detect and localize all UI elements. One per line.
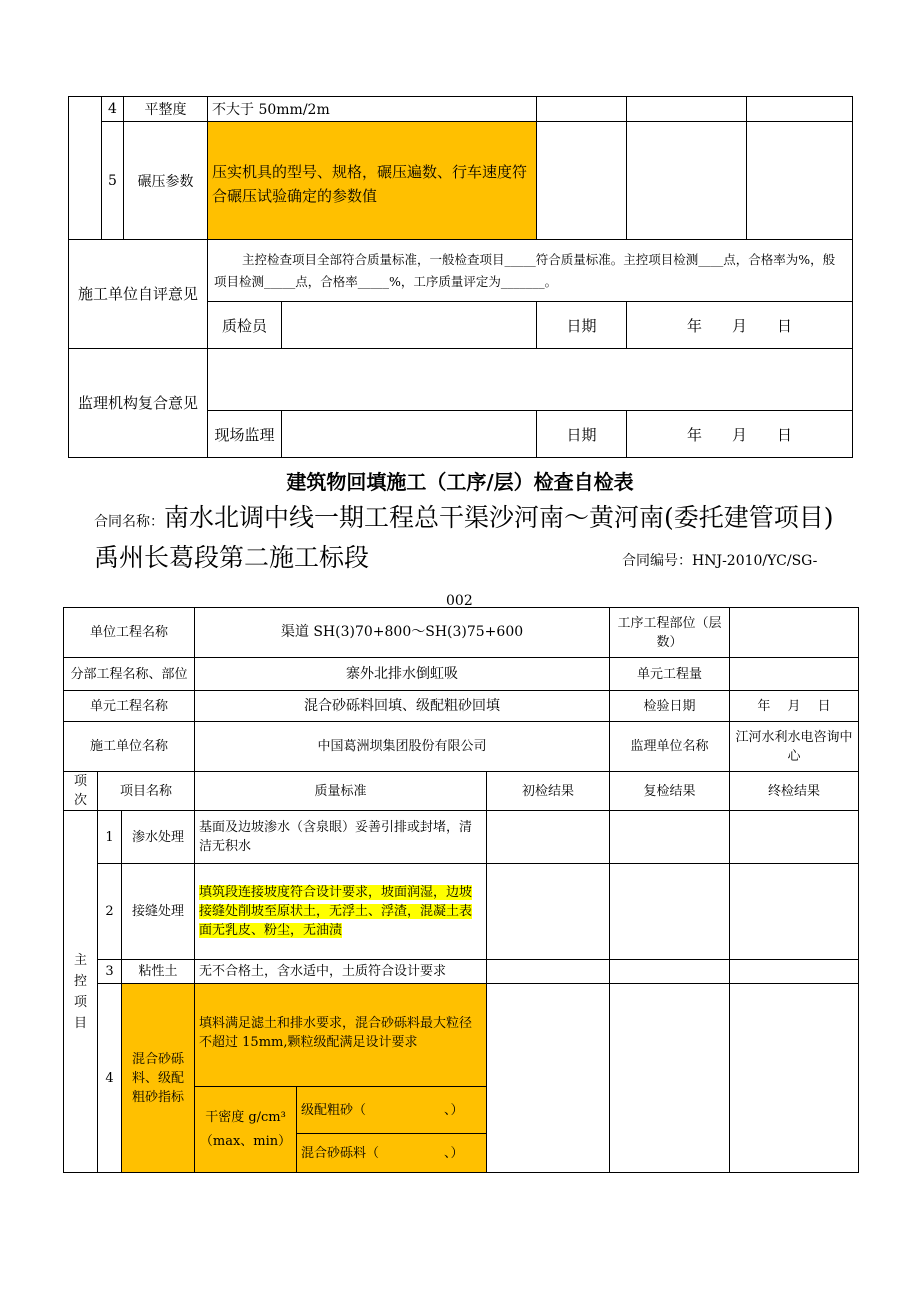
date-value: 年 月 日: [627, 302, 853, 349]
process-part-label: 工序工程部位（层数）: [610, 608, 730, 658]
contract-name-label: 合同名称：: [94, 514, 164, 530]
backfill-inspection-table: [63, 607, 859, 1173]
supervisor-opinion: [208, 349, 853, 411]
highlighted-standard: 填筑段连接坡度符合设计要求，坡面润湿，边坡接缝处削坡至原状土，无浮土、浮渣，混凝土表面无乳皮、粉尘，无油渍: [199, 885, 473, 938]
table-row: [64, 984, 859, 1087]
result-cell: [537, 122, 627, 240]
table-header-row: [64, 772, 859, 811]
result-cell: [730, 960, 859, 984]
site-supervisor-label: 现场监理: [208, 411, 282, 458]
branch-value: 寨外北排水倒虹吸: [195, 658, 610, 691]
date-value: 年 月 日: [627, 411, 853, 458]
col-header-initial: 初检结果: [487, 772, 610, 811]
main-items-label: 主控项目: [64, 811, 98, 1173]
result-cell: [627, 122, 747, 240]
contract-info: [94, 500, 834, 609]
group-cell: [69, 97, 102, 240]
quality-standard: 不大于 50mm/2m: [208, 97, 537, 122]
result-cell: [747, 122, 853, 240]
self-eval-text: 主控检查项目全部符合质量标准，一般检查项目_____符合质量标准。主控项目检测____点，合格率为%，般项目检测_____点，合格率_____%，工序质量评定为_______。: [208, 240, 853, 302]
table-row: [64, 691, 859, 722]
result-cell: [610, 960, 730, 984]
unit-qty-value: [730, 658, 859, 691]
result-cell: [730, 984, 859, 1173]
result-cell: [610, 984, 730, 1173]
result-cell: [730, 811, 859, 864]
item-name: 粘性土: [122, 960, 195, 984]
result-cell: [487, 960, 610, 984]
contract-name-value: 南水北调中线一期工程总干渠沙河南～黄河南(委托建管项目)禹州长葛段第二施工标段: [94, 503, 834, 572]
result-cell: [627, 97, 747, 122]
table-row: [64, 960, 859, 984]
check-date-label: 检验日期: [610, 691, 730, 722]
item-standard: 基面及边坡渗水（含泉眼）妥善引排或封堵，清洁无积水: [195, 811, 487, 864]
element-label: 单元工程名称: [64, 691, 195, 722]
item-name: 接缝处理: [122, 864, 195, 960]
result-cell: [487, 984, 610, 1173]
self-eval-label: 施工单位自评意见: [69, 240, 208, 349]
table-row: [64, 658, 859, 691]
site-supervisor-value: [282, 411, 537, 458]
inspector-value: [282, 302, 537, 349]
result-cell: [747, 97, 853, 122]
top-inspection-table: [68, 96, 853, 458]
item-standard: [195, 864, 487, 960]
item-number: 4: [102, 97, 124, 122]
result-cell: [610, 811, 730, 864]
item-standard: 填料满足滤土和排水要求，混合砂砾料最大粒径不超过 15mm,颗粒级配满足设计要求: [195, 984, 487, 1087]
page-title: 建筑物回填施工（工序/层）检查自检表: [286, 470, 634, 494]
gravel-density: 混合砂砾料（ 、）: [297, 1134, 487, 1173]
process-part-value: [730, 608, 859, 658]
col-header-recheck: 复检结果: [610, 772, 730, 811]
result-cell: [730, 864, 859, 960]
table-row: [69, 349, 853, 411]
contract-number-label: 合同编号：HNJ-2010/YC/SG-: [622, 553, 818, 569]
check-date-value: 年 月 日: [730, 691, 859, 722]
supervisor-label: 监理机构复合意见: [69, 349, 208, 458]
supervisor-unit-value: 江河水利水电咨询中心: [730, 722, 859, 772]
item-name: 平整度: [124, 97, 208, 122]
col-header-no: 项次: [64, 772, 98, 811]
table-row: [64, 608, 859, 658]
result-cell: [487, 811, 610, 864]
item-name: 碾压参数: [124, 122, 208, 240]
inspector-label: 质检员: [208, 302, 282, 349]
contract-number-tail: 002: [446, 593, 473, 609]
unit-qty-label: 单元工程量: [610, 658, 730, 691]
branch-label: 分部工程名称、部位: [64, 658, 195, 691]
col-header-item: 项目名称: [98, 772, 195, 811]
coarse-sand-density: 级配粗砂（ 、）: [297, 1087, 487, 1134]
quality-standard: 压实机具的型号、规格，碾压遍数、行车速度符合碾压试验确定的参数值: [208, 122, 537, 240]
item-number: 3: [98, 960, 122, 984]
table-row: [64, 722, 859, 772]
item-number: 1: [98, 811, 122, 864]
item-number: 4: [98, 984, 122, 1173]
date-label: 日期: [537, 302, 627, 349]
col-header-final: 终检结果: [730, 772, 859, 811]
unit-project-value: 渠道 SH(3)70+800～SH(3)75+600: [195, 608, 610, 658]
contractor-label: 施工单位名称: [64, 722, 195, 772]
dry-density-label: 干密度 g/cm³（max、min）: [195, 1087, 297, 1173]
element-value: 混合砂砾料回填、级配粗砂回填: [195, 691, 610, 722]
col-header-standard: 质量标准: [195, 772, 487, 811]
table-row: [69, 122, 853, 240]
item-standard: 无不合格土，含水适中，土质符合设计要求: [195, 960, 487, 984]
item-name: 渗水处理: [122, 811, 195, 864]
contractor-value: 中国葛洲坝集团股份有限公司: [195, 722, 610, 772]
date-label: 日期: [537, 411, 627, 458]
result-cell: [537, 97, 627, 122]
item-number: 2: [98, 864, 122, 960]
table-row: [64, 864, 859, 960]
item-name: 混合砂砾料、级配粗砂指标: [122, 984, 195, 1173]
result-cell: [487, 864, 610, 960]
table-row: [69, 240, 853, 302]
result-cell: [610, 864, 730, 960]
unit-project-label: 单位工程名称: [64, 608, 195, 658]
supervisor-unit-label: 监理单位名称: [610, 722, 730, 772]
table-row: [69, 97, 853, 122]
table-row: [64, 811, 859, 864]
item-number: 5: [102, 122, 124, 240]
